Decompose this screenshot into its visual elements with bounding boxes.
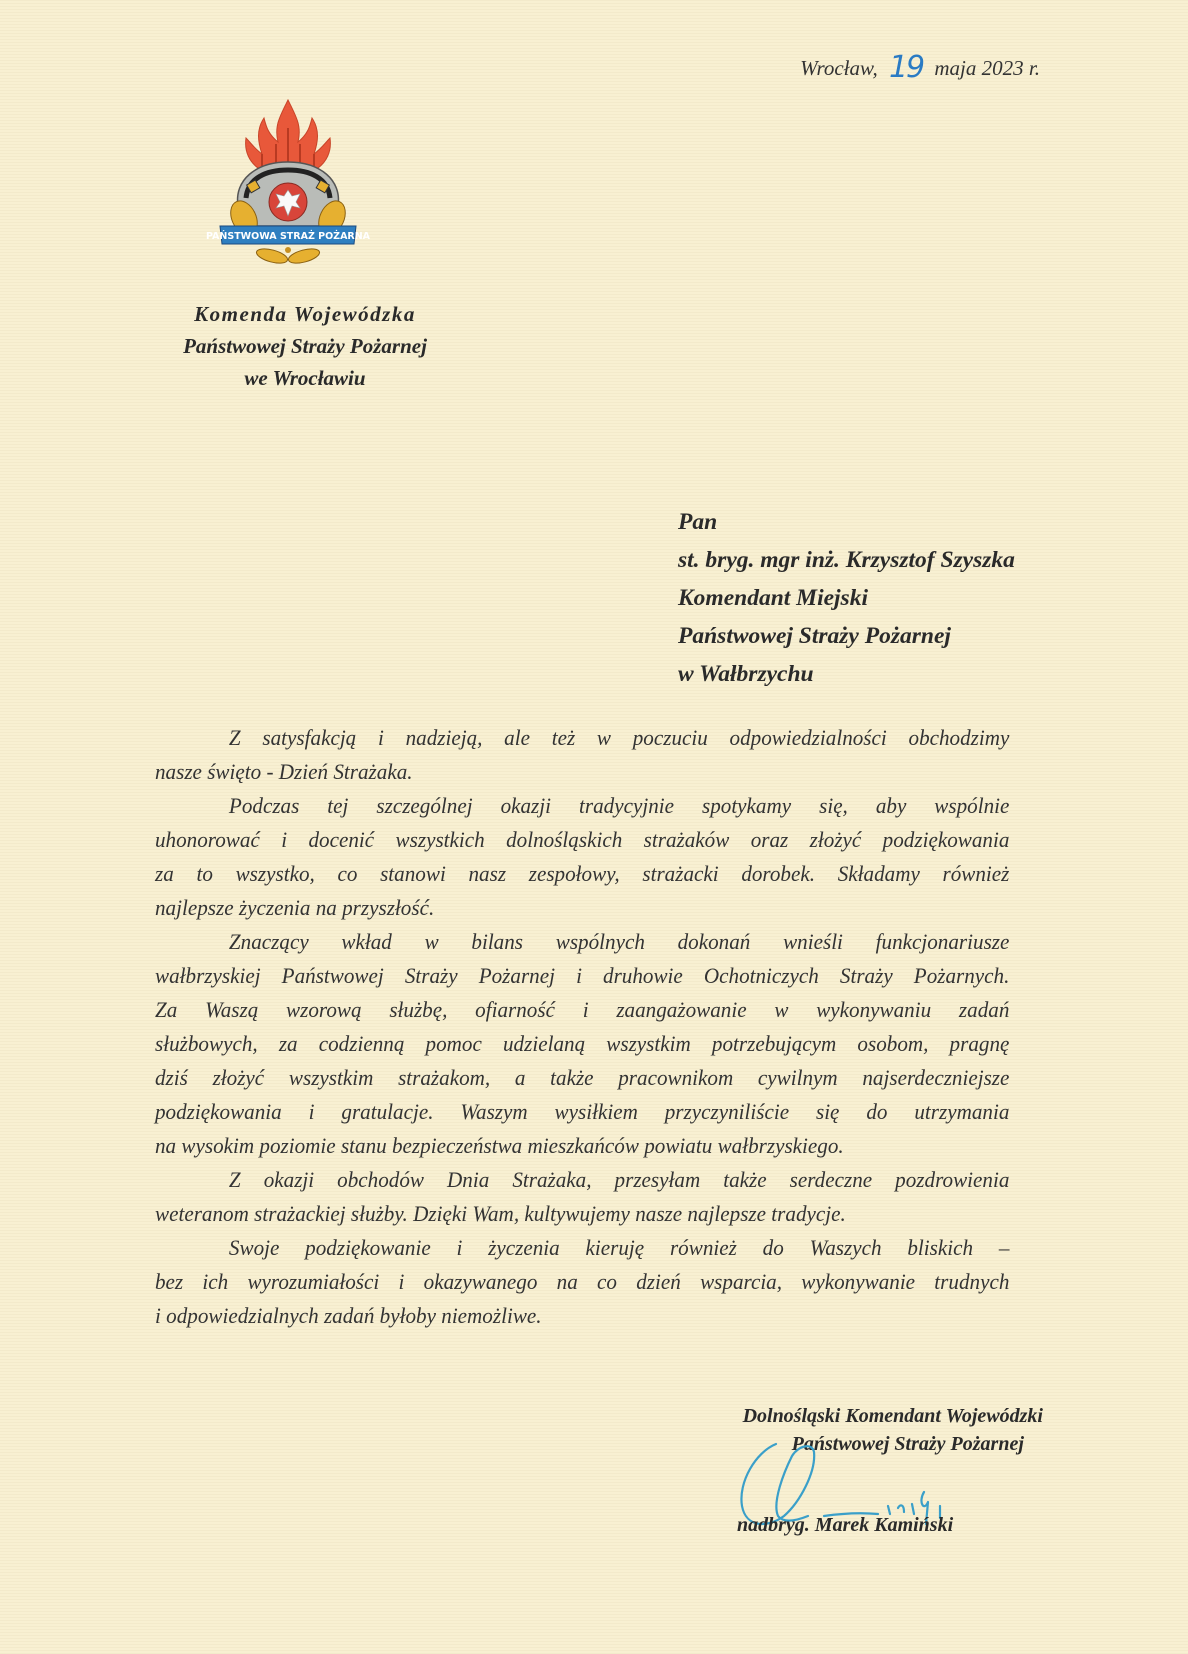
body-line: za to wszystko, co stanowi nasz zespołowy, strażacki dorobek. Składamy również	[155, 861, 1010, 886]
body-line: podziękowania i gratulacje. Waszym wysiłkiem przyczyniliście się do utrzymania	[155, 1099, 1010, 1124]
signoff-organization: Państwowej Straży Pożarnej	[791, 1433, 1024, 1455]
banner-text: PAŃSTWOWA STRAŻ POŻARNA	[205, 231, 371, 242]
eagle-disc-icon	[269, 183, 307, 221]
recipient-city: w Wałbrzychu	[678, 661, 814, 687]
signer-name: nadbryg. Marek Kamiński	[737, 1514, 954, 1536]
recipient-title: Komendant Miejski	[678, 585, 868, 611]
body-line: Swoje podziękowanie i życzenia kieruję również do Waszych bliskich –	[228, 1235, 1010, 1260]
issuer-line: we Wrocławiu	[244, 366, 366, 390]
date-day-handwritten: 19	[888, 50, 924, 85]
recipient-name: st. bryg. mgr inż. Krzysztof Szyszka	[678, 547, 1015, 573]
body-line: służbowych, za codzienną pomoc udzielaną wszystkim potrzebującym osobom, pragnę	[155, 1031, 1010, 1056]
body-line: nasze święto - Dzień Strażaka.	[155, 759, 413, 784]
body-line: bez ich wyrozumiałości i okazywanego na co dzień wsparcia, wykonywanie trudnych	[155, 1269, 1010, 1294]
body-line: uhonorować i docenić wszystkich dolnośląskich strażaków oraz złożyć podziękowania	[155, 827, 1010, 852]
body-line: Za Waszą wzorową służbę, ofiarność i zaangażowanie w wykonywaniu zadań	[155, 997, 1010, 1022]
letter-date	[800, 48, 1040, 83]
body-line: i odpowiedzialnych zadań byłoby niemożliwe.	[155, 1303, 542, 1328]
recipient-block	[678, 503, 1015, 693]
body-line: na wysokim poziomie stanu bezpieczeństwa mieszkańców powiatu wałbrzyskiego.	[155, 1133, 844, 1158]
recipient-organization: Państwowej Straży Pożarnej	[678, 623, 951, 649]
banner-ribbon	[206, 226, 371, 244]
recipient-salutation: Pan	[678, 509, 718, 535]
body-line: Znaczący wkład w bilans wspólnych dokonań wnieśli funkcjonariusze	[228, 929, 1010, 954]
issuer-block	[150, 298, 460, 394]
date-place: Wrocław,	[800, 56, 878, 80]
body-line: Podczas tej szczególnej okazji tradycyjnie spotykamy się, aby wspólnie	[228, 793, 1010, 818]
body-line: Z okazji obchodów Dnia Strażaka, przesyłam także serdeczne pozdrowienia	[228, 1167, 1010, 1192]
body-line: weteranom strażackiej służby. Dzięki Wam, kultywujemy nasze najlepsze tradycje.	[155, 1201, 846, 1226]
issuer-line: Państwowej Straży Pożarnej	[183, 334, 427, 358]
body-line: Z satysfakcją i nadzieją, ale też w poczuciu odpowiedzialności obchodzimy	[228, 725, 1010, 750]
issuer-line: Komenda Wojewódzka	[194, 302, 416, 326]
fire-service-emblem-logo	[205, 98, 371, 270]
flame-icon	[246, 100, 331, 168]
letter-body	[155, 721, 1009, 1333]
signoff-title: Dolnośląski Komendant Wojewódzki	[742, 1405, 1043, 1427]
body-line: najlepsze życzenia na przyszłość.	[155, 895, 435, 920]
body-line: wałbrzyskiej Państwowej Straży Pożarnej i druhowie Ochotniczych Straży Pożarnych.	[155, 963, 1010, 988]
date-month-year: maja 2023 r.	[934, 56, 1040, 80]
body-line: dziś złożyć wszystkim strażakom, a także pracownikom cywilnym najserdeczniejsze	[155, 1065, 1010, 1090]
